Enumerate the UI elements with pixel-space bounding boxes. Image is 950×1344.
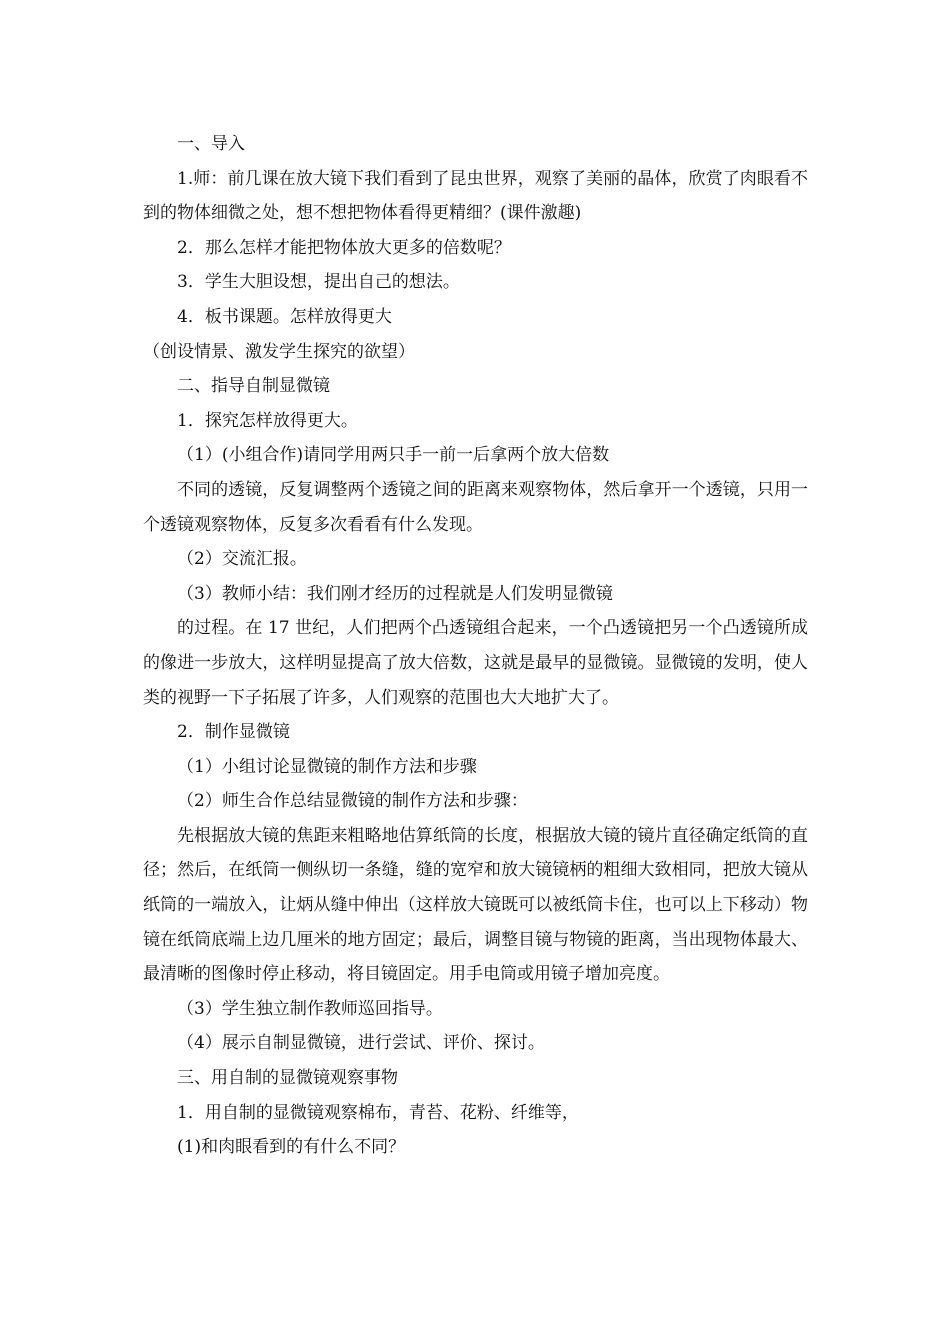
paragraph: 1．探究怎样放得更大。	[177, 410, 358, 431]
paragraph: （1）(小组合作)请同学用两只手一前一后拿两个放大倍数	[177, 445, 610, 466]
paragraph: 的过程。在 17 世纪，人们把两个凸透镜组合起来，一个凸透镜把另一个凸透镜所成的像进一步放大，这样明显提高了放大倍数，这就是最早的显微镜。显微镜的发明，使人类的视野一下子拓展了许多，人们观察的范围也大大地扩大了。	[143, 618, 808, 708]
paragraph: (1)和肉眼看到的有什么不同？	[177, 1137, 406, 1158]
paragraph: （3）教师小结：我们刚才经历的过程就是人们发明显微镜	[177, 583, 613, 604]
paragraph: （4）展示自制显微镜，进行尝试、评价、探讨。	[177, 1033, 545, 1054]
paragraph: （1）小组讨论显微镜的制作方法和步骤	[177, 756, 477, 777]
paragraph: （2）交流汇报。	[177, 549, 307, 570]
paragraph: 3．学生大胆设想，提出自己的想法。	[177, 272, 460, 293]
paragraph: （2）师生合作总结显微镜的制作方法和步骤：	[177, 791, 528, 812]
section-heading-intro: 一、导入	[177, 134, 245, 154]
paragraph: 2．那么怎样才能把物体放大更多的倍数呢？	[177, 237, 511, 258]
paragraph: （3）学生独立制作教师巡回指导。	[177, 998, 443, 1019]
paragraph: 4．板书课题。怎样放得更大	[177, 306, 392, 327]
paragraph: 不同的透镜，反复调整两个透镜之间的距离来观察物体，然后拿开一个透镜，只用一个透镜观察物体，反复多次看看有什么发现。	[143, 479, 808, 535]
paragraph: 1．用自制的显微镜观察棉布，青苔、花粉、纤维等，	[177, 1102, 579, 1123]
paragraph: 2．制作显微镜	[177, 722, 290, 743]
paragraph: 先根据放大镜的焦距来粗略地估算纸筒的长度，根据放大镜的镜片直径确定纸筒的直径；然后，在纸筒一侧纵切一条缝，缝的宽窄和放大镜镜柄的粗细大致相同，把放大镜从纸筒的一端放入，让炳从缝中伸出（这样放大镜既可以被纸筒卡住，也可以上下移动）物镜在纸筒底端上边几厘米的地方固定；最后，调整目镜与物镜的距离，当出现物体最大、最清晰的图像时停止移动，将目镜固定。用手电筒或用镜子增加亮度。	[143, 825, 808, 985]
document-page	[143, 127, 808, 1165]
section-heading-guide: 二、指导自制显微镜	[177, 376, 330, 397]
paragraph: 1.师：前几课在放大镜下我们看到了昆虫世界，观察了美丽的晶体，欣赏了肉眼看不到的物体细微之处，想不想把物体看得更精细？(课件激趣)	[143, 168, 808, 224]
paragraph-note: （创设情景、激发学生探究的欲望）	[143, 341, 415, 362]
section-heading-observe: 三、用自制的显微镜观察事物	[177, 1068, 398, 1089]
